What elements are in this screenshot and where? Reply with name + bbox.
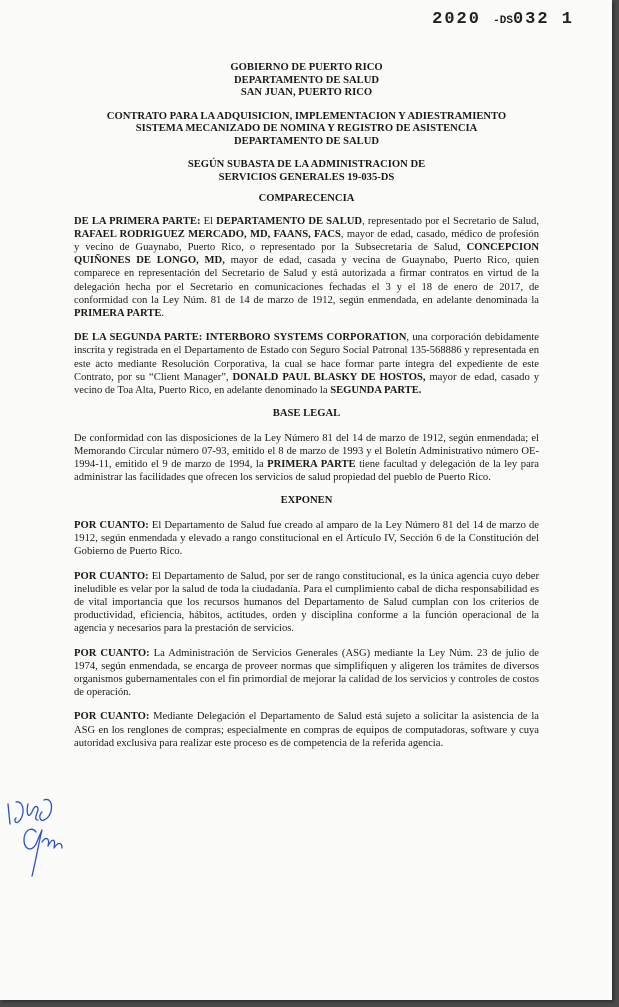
bold-run: PRIMERA PARTE	[74, 307, 162, 319]
doc-mid: -DS	[493, 15, 513, 27]
comparecencia-heading: COMPARECENCIA	[258, 193, 355, 204]
text-run: .	[161, 307, 165, 319]
text-run: La Administración de Servicios Generales (ASG) mediante la Ley Núm. 23 de julio de 1974, según enmendada, se encarga de proveer normas que simplifiquen y aligeren los trámites de diversos organismos gubernamentales con el fin primordial de mejorar la calidad de los servicios y controles de costos de operación.	[74, 647, 540, 699]
doc-last: 1	[561, 10, 574, 29]
text-run: De conformidad con las disposiciones de la Ley Número 81 del 14 de marzo de 1912, según enmendada; el Memorando Circular número 07-93, emitido el 8 de marzo de 1993 y el Boletín Administrativo número OE-1994-11, emitido el 9 de marzo de 1994, la	[74, 432, 539, 471]
contract-title	[74, 111, 539, 149]
title-line-2: SISTEMA MECANIZADO DE NOMINA Y REGISTRO DE ASISTENCIA	[135, 123, 478, 134]
subasta-line-2: SERVICIOS GENERALES 19-035-DS	[218, 171, 395, 183]
bold-run: SEGUNDA PARTE.	[330, 384, 422, 396]
doc-year: 2020	[432, 10, 481, 29]
por-cuanto-lead: POR CUANTO:	[74, 570, 149, 582]
subasta-heading	[74, 159, 539, 184]
por-cuanto-lead: POR CUANTO:	[74, 711, 150, 723]
bold-run: RAFAEL RODRIGUEZ MERCADO, MD, FAANS, FACS	[74, 228, 341, 240]
segunda-lead: DE LA SEGUNDA PARTE:	[74, 332, 203, 344]
segunda-parte-paragraph	[74, 331, 539, 397]
bold-run: DEPARTAMENTO DE SALUD	[216, 215, 363, 227]
document-number	[432, 10, 574, 29]
text-run: mayor de edad, casada y vecina de Guaynabo, Puerto Rico, quien comparece en representación del Secretario de Salud y está autorizada a firmar contratos en virtud de la delegación hecha por el Secretario en comunicaciones fechadas el 3 y el 18 de enero de 2017, de conformidad con la Ley Núm. 81 de 14 de marzo de 1912, según enmendada, en adelante denominada la	[74, 255, 539, 306]
por-cuanto-paragraph	[74, 519, 539, 559]
exponen-heading: EXPONEN	[280, 495, 333, 507]
document-body	[74, 62, 539, 750]
text-run: El	[200, 215, 217, 227]
handwritten-initials-signature	[2, 790, 72, 885]
primera-parte-paragraph	[74, 215, 539, 321]
base-legal-heading: BASE LEGAL	[272, 408, 341, 420]
text-run: tiene facultad y delegación de la ley para administrar las facilidades que ofrecen los servicios de salud propiedad del pueblo de Puerto Rico.	[74, 459, 539, 484]
por-cuanto-paragraph	[74, 570, 539, 636]
doc-num: 032	[512, 10, 550, 29]
por-cuanto-lead: POR CUANTO:	[74, 519, 149, 531]
subasta-line-1: SEGÚN SUBASTA DE LA ADMINISTRACION DE	[187, 159, 426, 170]
header-line-3: SAN JUAN, PUERTO RICO	[240, 87, 373, 98]
primera-lead: DE LA PRIMERA PARTE:	[74, 215, 201, 227]
bold-run: INTERBORO SYSTEMS CORPORATION	[205, 332, 407, 344]
bold-run: PRIMERA PARTE	[267, 459, 356, 471]
text-run: El Departamento de Salud, por ser de rango constitucional, es la única agencia cuyo deber ineludible es velar por la salud de toda la ciudadanía. Para el cumplimiento cabal de dicha responsabilidad es de vital importancia que los recursos humanos del Departamento de Salud cumplan con los criterios de productividad, eficiencia, hábitos, actitudes, orden y disciplina conforme a la función operacional de la agencia y necesarios para la prestación de servicios.	[74, 570, 539, 635]
base-legal-paragraph	[74, 432, 539, 485]
text-run: Mediante Delegación el Departamento de Salud está sujeto a solicitar la asistencia de la ASG en los renglones de compras; especialmente en compras de equipos de computadoras, software y cuya autoridad exclusiva para realizar este proceso es de competencia de la referida agencia.	[74, 711, 539, 749]
text-run: mayor de edad, casado y vecino de Toa Alta, Puerto Rico, en adelante denominado la	[74, 371, 539, 396]
bold-run: CONCEPCION QUIÑONES DE LONGO, MD,	[74, 241, 539, 267]
government-header	[74, 62, 539, 100]
text-run: El Departamento de Salud fue creado al amparo de la Ley Número 81 del 14 de marzo de 1912, según enmendada y elevado a rango constitucional en el Artículo IV, Sección 6 de la Constitución del Gobierno de Puerto Rico.	[74, 519, 539, 558]
text-run: , una corporación debidamente inscrita y registrada en el Departamento de Estado con Seguro Social Patronal 135-568886 y representada en este acto mediante Resolución Corporativa, la cual se hace formar parte íntegra del expediente de este Contrato, por su “Client Manager”,	[74, 332, 539, 383]
por-cuanto-lead: POR CUANTO:	[74, 647, 150, 659]
title-line-3: DEPARTAMENTO DE SALUD	[233, 135, 379, 147]
title-line-1: CONTRATO PARA LA ADQUISICION, IMPLEMENTACION Y ADIESTRAMIENTO	[106, 110, 507, 122]
bold-run: DONALD PAUL BLASKY DE HOSTOS,	[232, 371, 426, 383]
header-line-1: GOBIERNO DE PUERTO RICO	[230, 62, 383, 73]
text-run: , mayor de edad, casado, médico de profesión y vecino de Guaynabo, Puerto Rico, o representado por la Subsecretaria de Salud,	[74, 228, 539, 253]
exponen-list	[74, 519, 539, 750]
por-cuanto-paragraph	[74, 710, 539, 750]
header-line-2: DEPARTAMENTO DE SALUD	[233, 74, 379, 86]
por-cuanto-paragraph	[74, 647, 539, 700]
text-run: , representado por el Secretario de Salud,	[362, 215, 540, 227]
